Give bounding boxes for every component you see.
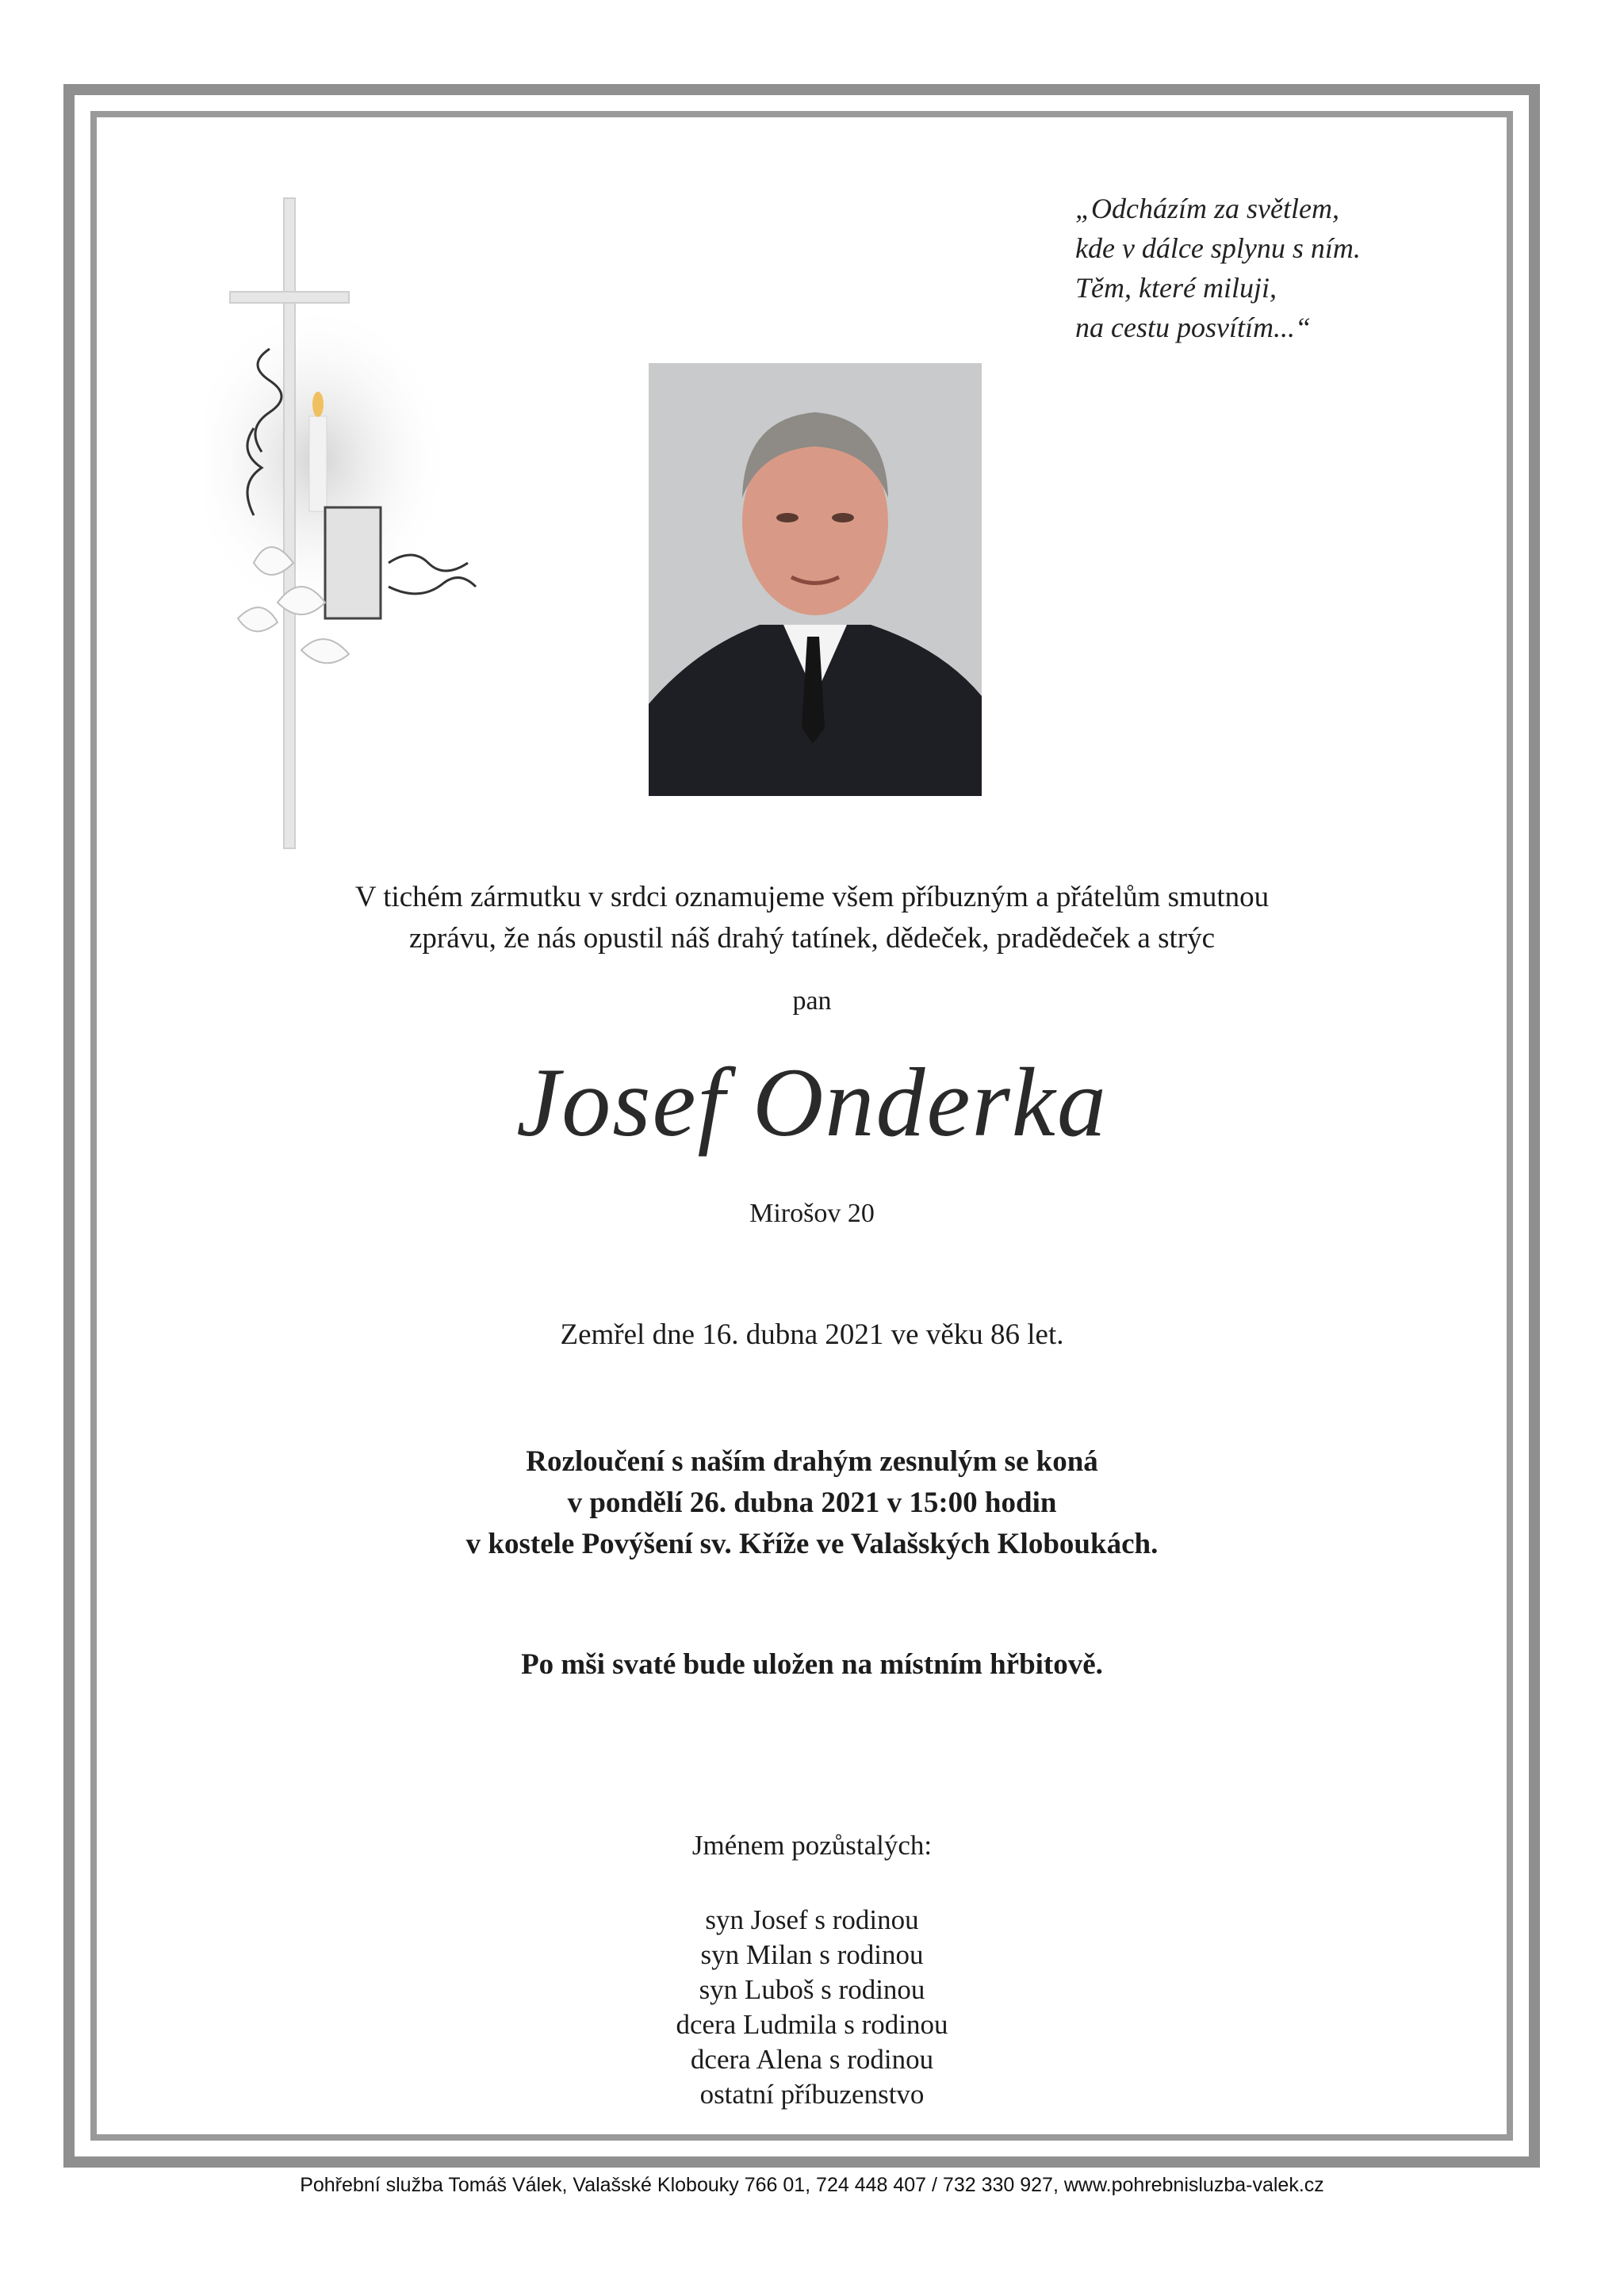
title-prefix: pan (792, 986, 832, 1016)
list-item: syn Luboš s rodinou (699, 1974, 925, 2005)
portrait-photo (649, 363, 982, 796)
ceremony-line: Rozloučení s naším drahým zesnulým se koná (526, 1445, 1098, 1478)
quote-line: „Odcházím za světlem, (1075, 193, 1339, 224)
ceremony-info (0, 1441, 1624, 1565)
ceremony-line: v pondělí 26. dubna 2021 v 15:00 hodin (567, 1487, 1057, 1519)
list-item: dcera Alena s rodinou (690, 2044, 934, 2075)
death-notice: Zemřel dne 16. dubna 2021 ve věku 86 let. (560, 1318, 1064, 1351)
quote-line: na cestu posvítím...“ (1075, 312, 1311, 343)
mourners-list (0, 1903, 1624, 2112)
ceremony-line: v kostele Povýšení sv. Kříže ve Valašských Kloboukách. (465, 1528, 1159, 1560)
list-item: dcera Ludmila s rodinou (676, 2009, 948, 2040)
footer-contact: Pohřební služba Tomáš Válek, Valašské Klobouky 766 01, 724 448 407 / 732 330 927, www.pohrebnisluzba-valek.cz (300, 2174, 1324, 2196)
list-item: syn Josef s rodinou (705, 1904, 919, 1935)
quote-line: kde v dálce splynu s ním. (1075, 232, 1361, 264)
quote (1075, 189, 1519, 347)
cross-lily-candle-icon (206, 190, 508, 856)
announcement-line: V tichém zármutku v srdci oznamujeme všem příbuzným a přátelům smutnou (354, 881, 1270, 913)
list-item: ostatní příbuzenstvo (699, 2079, 925, 2110)
quote-line: Těm, které miluji, (1075, 272, 1277, 304)
mourners-title: Jménem pozůstalých: (691, 1830, 933, 1861)
announcement-line: zprávu, že nás opustil náš drahý tatínek, dědeček, pradědeček a strýc (408, 922, 1216, 955)
address: Mirošov 20 (749, 1199, 875, 1228)
deceased-name: Josef Onderka (516, 1048, 1108, 1157)
list-item: syn Milan s rodinou (700, 1939, 924, 1970)
announcement-text (0, 877, 1624, 959)
burial-info: Po mši svaté bude uložen na místním hřbitově. (521, 1648, 1103, 1681)
